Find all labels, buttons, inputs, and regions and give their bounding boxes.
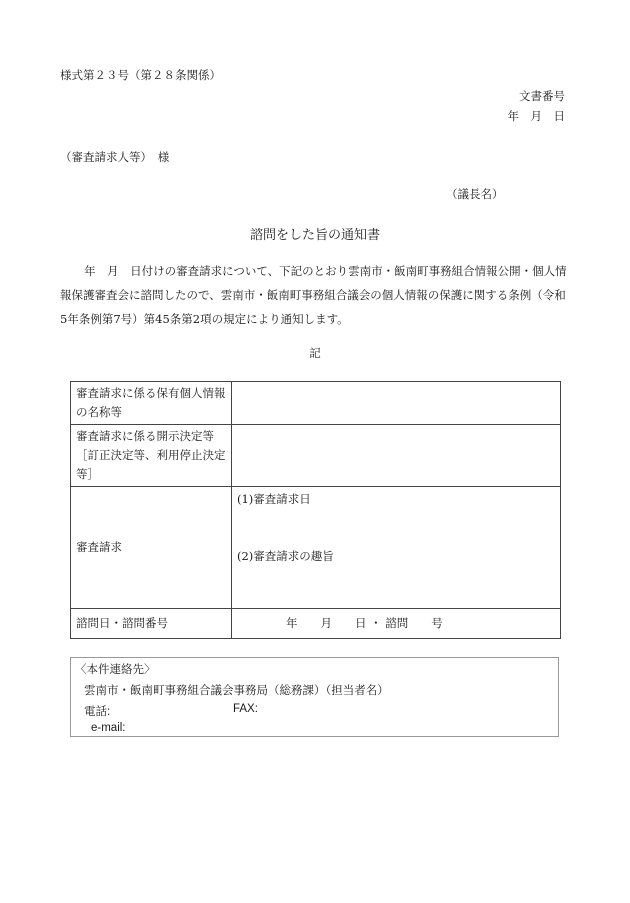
row-label-info-name: 審査請求に係る保有個人情報の名称等 — [71, 382, 232, 425]
ki-heading: 記 — [309, 346, 321, 360]
notice-table — [70, 381, 561, 639]
row-label-consultation: 諮問日・諮問番号 — [71, 609, 232, 639]
row-value-consultation: 年 月 日 ・ 諮問 号 — [232, 609, 561, 639]
contact-email-label: e-mail: — [91, 722, 126, 734]
body-paragraph: 年 月 日付けの審査請求について、下記のとおり雲南市・飯南町事務組合情報公開・個人情報保護審査会に諮問したので、雲南市・飯南町事務組合議会の個人情報の保護に関する条例（令和5年条例第7号）第45条第2項の規定により通知します。 — [60, 264, 567, 326]
document-title: 諮問をした旨の通知書 — [249, 228, 380, 243]
contact-box — [70, 657, 559, 737]
document-number-label: 文書番号 — [519, 89, 565, 103]
contact-fax-label: FAX: — [233, 703, 258, 715]
contact-office: 雲南市・飯南町事務組合議会事務局（総務課）（担当者名） — [84, 683, 389, 697]
row-label-disclosure-decision: 審査請求に係る開示決定等［訂正決定等、利用停止決定等］ — [71, 425, 232, 487]
form-number: 様式第２３号（第２８条関係） — [60, 68, 221, 82]
request-date-item: (1)審査請求日 — [237, 492, 311, 506]
contact-heading: 〈本件連絡先〉 — [75, 662, 156, 676]
row-value-request — [232, 487, 561, 609]
request-purpose-item: (2)審査請求の趣旨 — [237, 549, 334, 563]
contact-phone-label: 電話: — [84, 706, 111, 718]
addressee: （審査請求人等） 様 — [60, 150, 170, 164]
row-label-request: 審査請求 — [71, 487, 232, 609]
row-value-disclosure-decision — [232, 425, 561, 487]
date-label: 年 月 日 — [507, 109, 565, 123]
row-value-info-name — [232, 382, 561, 425]
sender-name: （議長名） — [446, 187, 504, 201]
